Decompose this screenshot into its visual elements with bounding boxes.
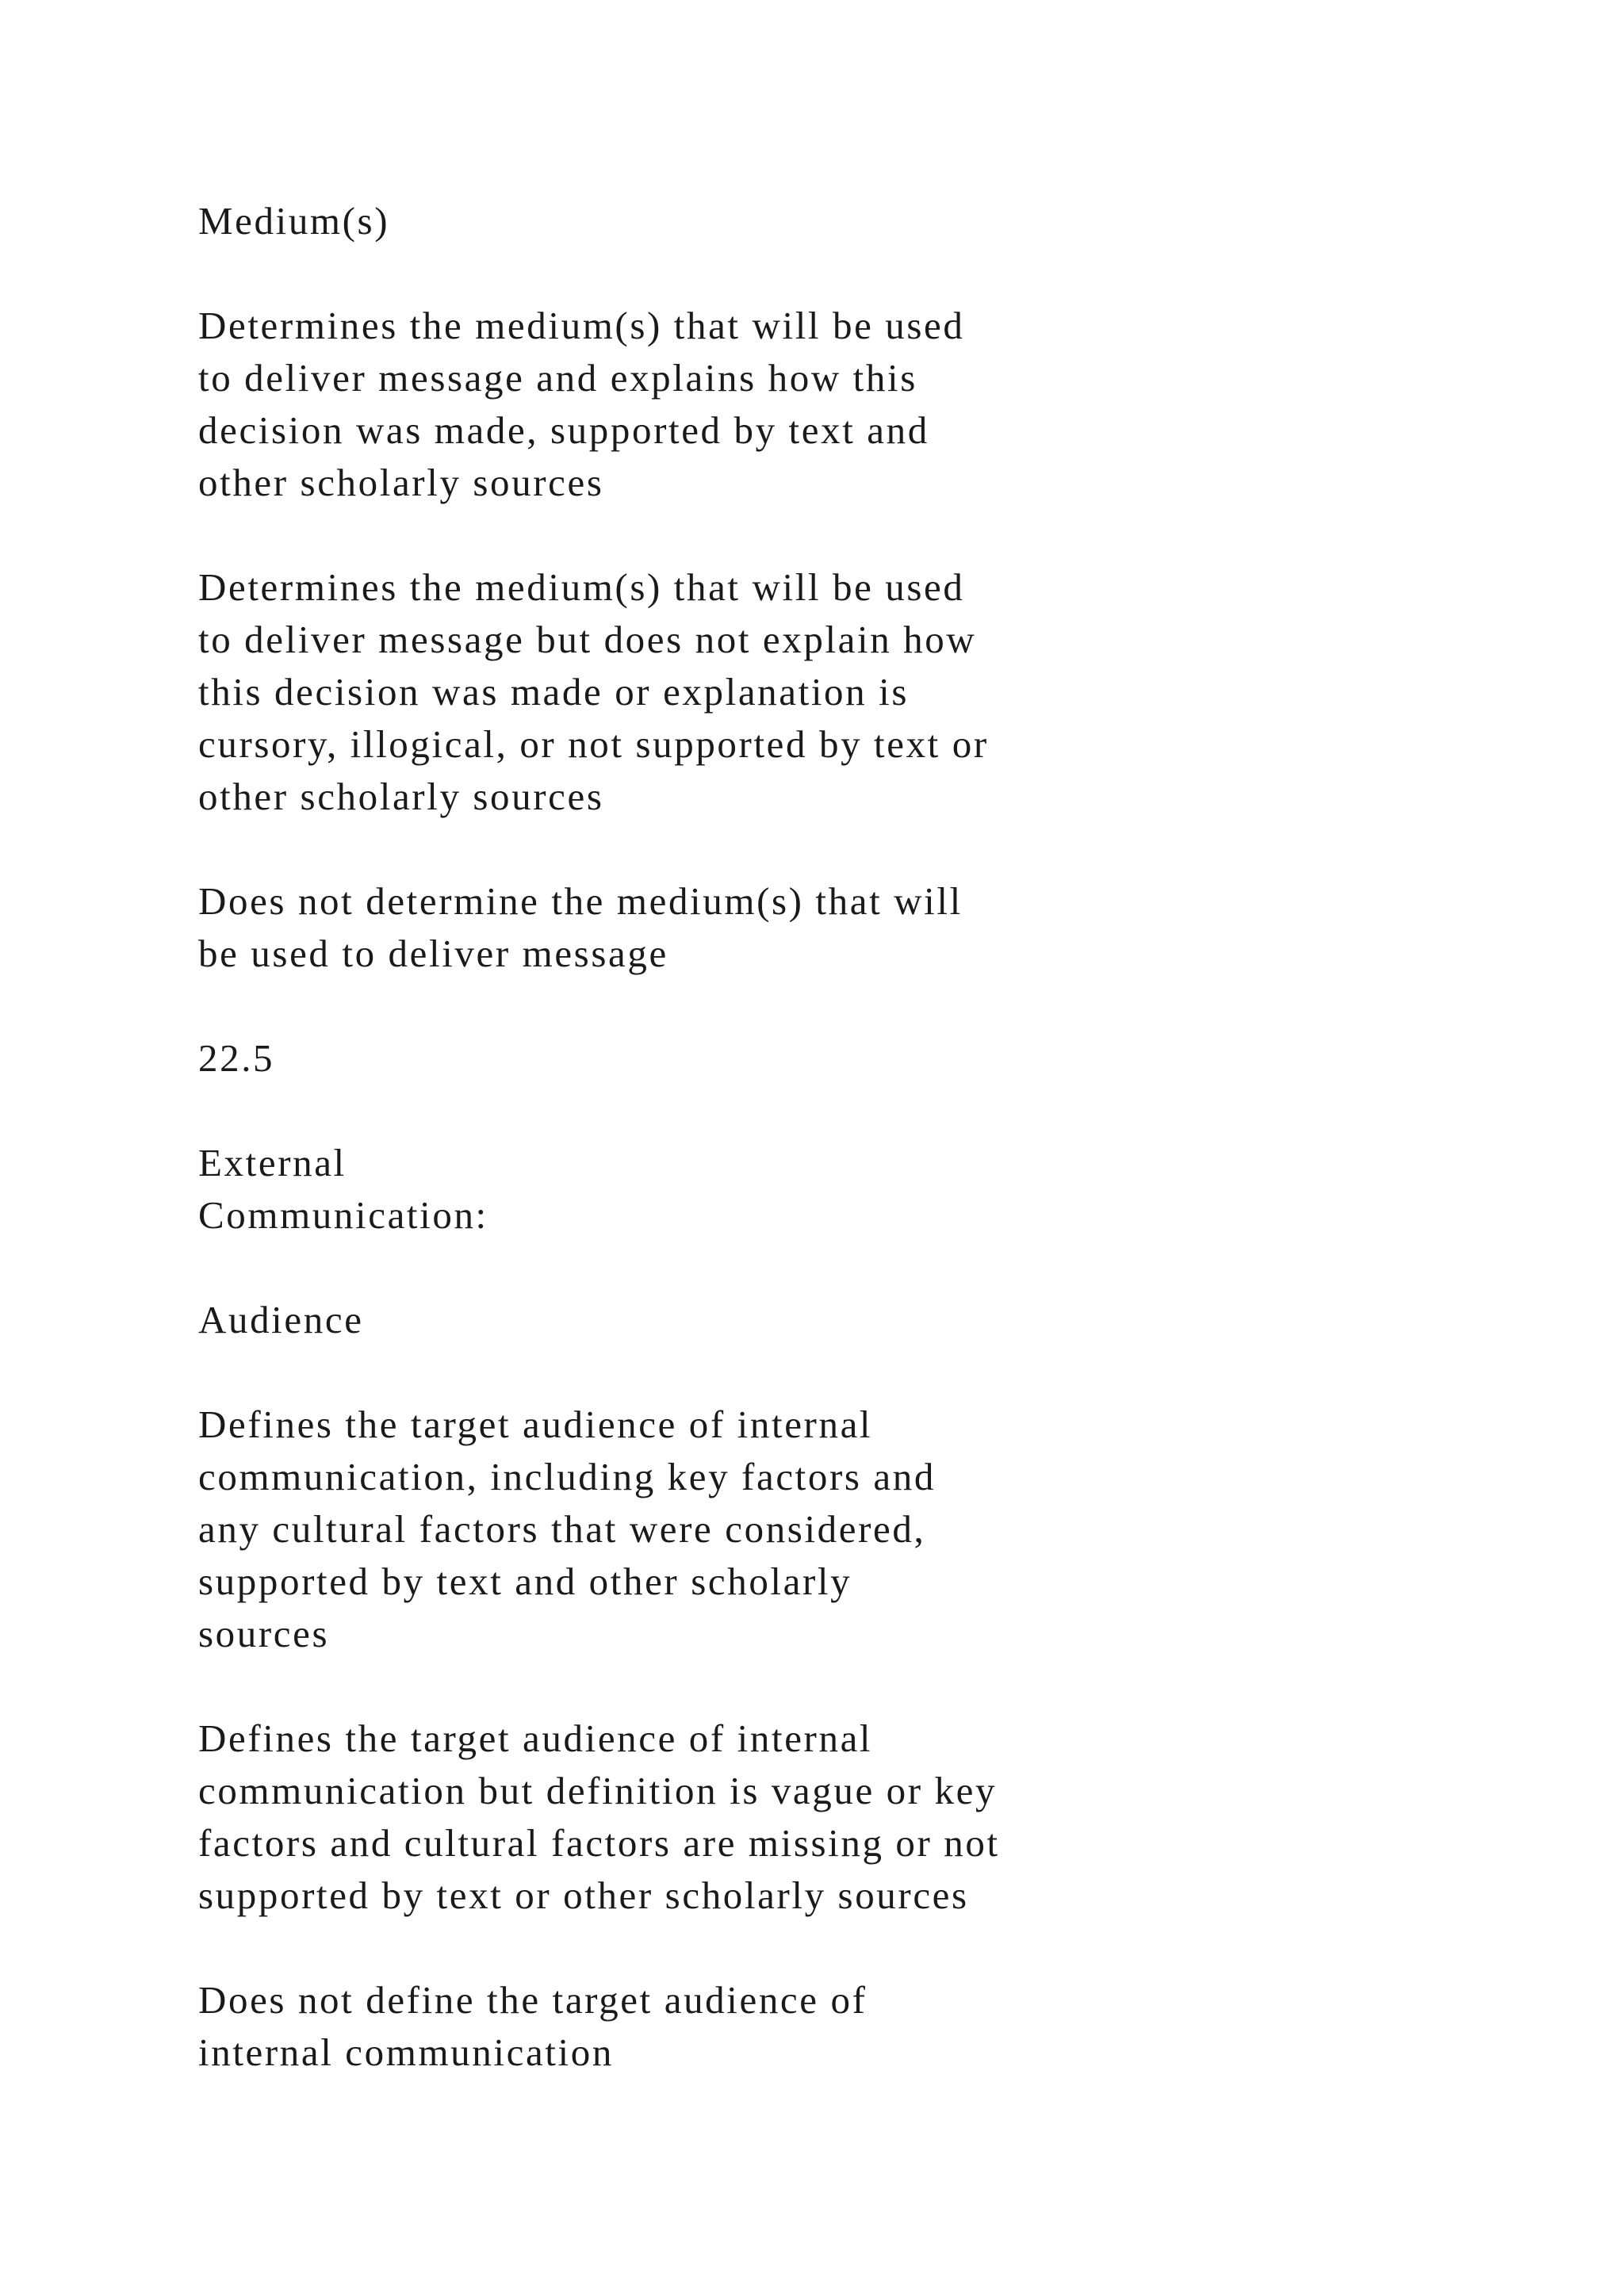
audience-exemplary-description — [198, 1399, 1150, 1660]
text-line: External — [198, 1141, 347, 1184]
audience-missing-description — [198, 1974, 1150, 2079]
medium-missing-description — [198, 875, 1150, 980]
text-line: Defines the target audience of internal — [198, 1716, 873, 1760]
text-line: sources — [198, 1612, 330, 1655]
text-line: internal communication — [198, 2030, 614, 2074]
text-line: other scholarly sources — [198, 775, 604, 818]
text-line: supported by text and other scholarly — [198, 1559, 852, 1603]
text-line: to deliver message and explains how this — [198, 356, 917, 400]
text-line: Does not determine the medium(s) that will — [198, 879, 963, 923]
text-line: Does not define the target audience of — [198, 1978, 868, 2022]
audience-partial-description — [198, 1712, 1150, 1922]
text-line: 22.5 — [198, 1036, 275, 1080]
points-value — [198, 1032, 1150, 1085]
text-line: Defines the target audience of internal — [198, 1402, 873, 1446]
text-line: any cultural factors that were considered, — [198, 1507, 926, 1551]
text-line: Medium(s) — [198, 199, 390, 243]
text-line: supported by text or other scholarly sources — [198, 1873, 969, 1917]
medium-partial-description — [198, 561, 1150, 823]
text-line: be used to deliver message — [198, 932, 668, 975]
text-line: communication but definition is vague or key — [198, 1769, 998, 1812]
medium-exemplary-description — [198, 300, 1150, 509]
text-line: Communication: — [198, 1193, 488, 1237]
text-line: this decision was made or explanation is — [198, 670, 909, 714]
document-body — [198, 195, 1150, 2131]
section-heading-external-communication — [198, 1137, 1150, 1242]
text-line: decision was made, supported by text and — [198, 408, 929, 452]
criterion-heading-medium — [198, 195, 1150, 247]
criterion-heading-audience — [198, 1294, 1150, 1346]
text-line: factors and cultural factors are missing or not — [198, 1821, 1000, 1865]
text-line: to deliver message but does not explain how — [198, 618, 977, 661]
text-line: Determines the medium(s) that will be used — [198, 304, 965, 347]
text-line: Determines the medium(s) that will be used — [198, 565, 965, 609]
text-line: other scholarly sources — [198, 461, 604, 504]
text-line: communication, including key factors and — [198, 1455, 936, 1498]
text-line: Audience — [198, 1298, 364, 1341]
text-line: cursory, illogical, or not supported by text or — [198, 722, 989, 766]
